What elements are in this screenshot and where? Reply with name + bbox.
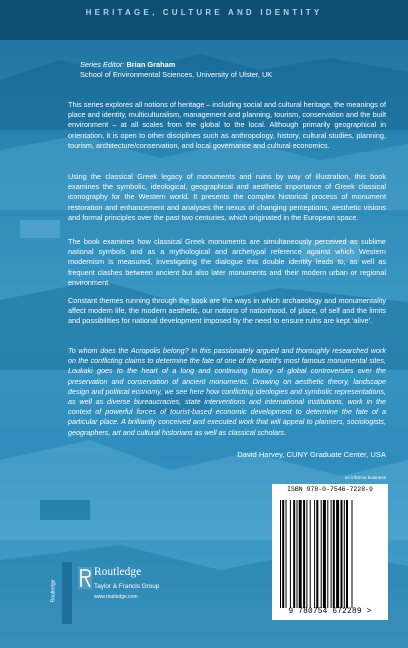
review-quote: To whom does the Acropolis belong? In this passionately argued and thoroughly researched work on the conflicting claims to determine the fate of one of the world’s most famous monumental sites, Loukaki goes to the heart of a long and continuing history of global controversies over the preservation and conservation of ancient monuments. Drawing on aesthetic theory, landscape design and political economy, we see here how conflicting ideologies and symbolic representations, as well as diverse bureaucracies, state interventions and international institutions, work in the context of powerful forces of tourist-based economic development to determine the fate of a particular place. A brilliantly conceived and executed work that will appeal to planners, sociologists, geographers, art and cultural historians as well as classical scholars. xyxy=(68,346,386,437)
barcode-number: 9 780754 672289 > xyxy=(288,608,372,616)
informa-tagline: an informa business xyxy=(344,475,386,480)
isbn-label: ISBN 978-0-7546-7228-9 xyxy=(287,486,373,493)
series-editor xyxy=(80,60,400,80)
series-editor-label: Series Editor: xyxy=(80,60,125,69)
publisher-spine-strip xyxy=(50,562,72,624)
description-paragraph: Constant themes running through the book are the ways in which archaeology and monumentality affect modern life, the modern aesthetic, our notions of nationhood, of place, of self and the limits and possibilities for national development imposed by the need to ensure ruins are kept ‘alive’. xyxy=(68,296,386,326)
publisher-spine-text: Routledge xyxy=(50,579,57,603)
description-paragraph: Using the classical Greek legacy of monuments and ruins by way of illustration, this book examines the symbolic, ideological, geographical and aesthetic importance of Greek classical iconography for the Western world. It presents the complex historical process of monument restoration and enhancement and analyses the nexus of changing perceptions, aesthetic visions and formal principles over the past two centuries, which originated in the European space. xyxy=(68,172,386,222)
publisher-name: Routledge xyxy=(94,566,142,578)
description-paragraph: This series explores all notions of heritage – including social and cultural heritage, the meanings of place and identity, multiculturalism, management and planning, tourism, conservation and the built environment – at all scales from the global to the local. Although primarily geographical in orientation, it is open to other disciplines such as anthropology, history, cultural studies, planning, tourism, architecture/conservation, and local governance and cultural economics. xyxy=(68,100,387,150)
reviewer-credit: David Harvey, CUNY Graduate Center, USA xyxy=(237,450,386,459)
publisher-group: Taylor & Francis Group xyxy=(94,583,160,590)
description-paragraph: The book examines how classical Greek monuments are simultaneously perceived as sublime national symbols and as a mythological and archetypal reference against which Western modernism is measured, investigating the dialogue this double identity leads to, as well as frequent clashes between ancient but also later monuments and their modern urban or regional environment. xyxy=(68,237,386,287)
series-editor-affiliation: School of Environmental Sciences, University of Ulster, UK xyxy=(80,70,273,79)
routledge-logo-icon xyxy=(78,567,92,589)
top-band xyxy=(0,0,408,40)
barcode-icon xyxy=(280,500,380,608)
series-editor-name: Brian Graham xyxy=(126,60,176,69)
series-banner: HERITAGE, CULTURE AND IDENTITY xyxy=(85,8,323,17)
publisher-url: www.routledge.com xyxy=(94,594,138,600)
barcode-panel xyxy=(272,484,388,620)
